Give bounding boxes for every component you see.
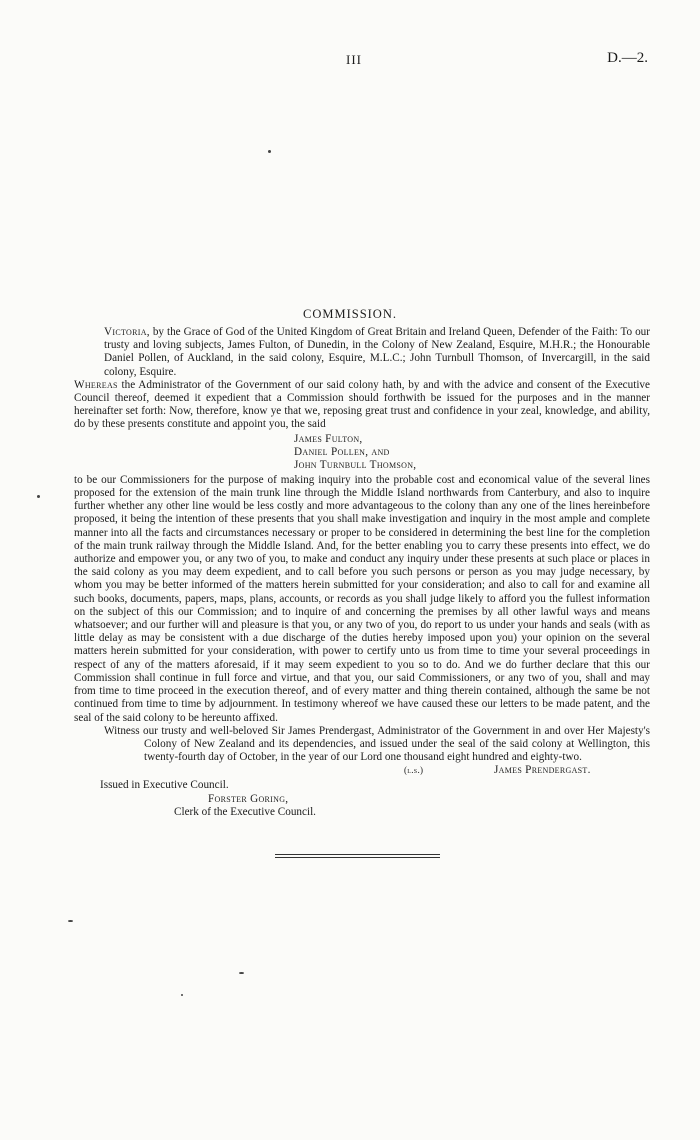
whereas-lead: Whereas: [74, 378, 118, 391]
preamble-text: by the Grace of God of the United Kingdom of Great Britain and Ireland Queen, Defender of the Faith: To our trusty and loving subjects, James Fulton, of Dunedin, in the Colony of New Zealand, Esquire, M.H.R.; the Honourable Daniel Pollen, of Auckland, in the said colony, Esquire, M.L.C.; John Turnbull Thomson, of Invercargill, in the said colony, Esquire.: [104, 326, 650, 378]
issued-statement: Issued in Executive Council.: [100, 779, 229, 792]
commissioner-list: [74, 433, 650, 473]
main-paragraph: to be our Commissioners for the purpose of making inquiry into the probable cost and economical value of the several lines proposed for the extension of the main trunk line through the Middle Island northwards from Canterbury, and also to inquire further whether any other line would be less costly and more advantageous to the colony than any one of the lines hereinbefore proposed, it being the intention of these presents that you shall make investigation and inquiry in the most ample and complete manner into all the facts and circumstances necessary or proper to be considered in determining the best line for the completion of the main trunk railway through the Middle Island. And, for the better enabling you to carry these presents into effect, we do authorize and empower you, or any two of you, to make and conduct any inquiry under these presents at such place or places in the said colony as you may deem expedient, and to call before you such persons or person as you may judge necessary, by whom you may be better informed of the matters herein submitted for your consideration; and also to call for and examine all such books, documents, papers, maps, plans, accounts, or records as you shall judge likely to afford you the fullest information on the subject of this our Commission; and to inquire of and concerning the premises by all other lawful ways and means whatsoever; and our further will and pleasure is that you, or any two of you, do report to us under your hands and seals (with as little delay as may be consistent with a due discharge of the duties hereby imposed upon you) your opinion on the several matters herein submitted for your consideration, with power to certify unto us from time to time your several proceedings in respect of any of the matters aforesaid, if it may seem expedient to you so to do. And we do further declare that this our Commission shall continue in full force and virtue, and that you, our said Commissioners, or any two of you, shall and may from time to time proceed in the execution thereof, and of every matter and thing therein contained, although the same be not continued from time to time by adjournment. In testimony whereof we have caused these our letters to be made patent, and the seal of the said colony to be hereunto affixed.: [74, 473, 650, 724]
whereas-text: the Administrator of the Government of our said colony hath, by and with the advice and consent of the Executive Council thereof, deemed it expedient that a Commission should forthwith be issued for the purposes and in the manner hereinafter set forth: Now, therefore, know ye that we, reposing great trust and confidence in your zeal, knowledge, and ability, do by these presents constitute and appoint you, the said: [74, 378, 650, 431]
preamble-lead: Victoria,: [104, 326, 150, 338]
document-reference: D.—2.: [607, 50, 648, 66]
ink-speck: [68, 920, 73, 922]
ink-speck: [268, 150, 271, 153]
seal-mark: (l.s.): [404, 765, 424, 776]
commissioner-name: James Fulton,: [294, 432, 363, 445]
clerk-title: Clerk of the Executive Council.: [174, 805, 316, 818]
whereas-paragraph: [74, 379, 650, 432]
page-number: III: [346, 52, 362, 67]
preamble-paragraph: [74, 326, 650, 379]
ink-speck: [37, 495, 40, 498]
signature-line: [74, 764, 650, 777]
commission-body: [74, 326, 650, 819]
commissioner-name: John Turnbull Thomson,: [294, 459, 417, 472]
witness-paragraph: Witness our trusty and well-beloved Sir James Prendergast, Administrator of the Government in and over Her Majesty's Colony of New Zealand and its dependencies, and issued under the seal of the said colony at Wellington, this twenty-fourth day of October, in the year of our Lord one thousand eight hundred and eighty-two.: [104, 724, 650, 764]
closing-rule: [275, 857, 440, 858]
ink-speck: [239, 972, 244, 974]
closing-rule: [275, 854, 440, 855]
ink-speck: [181, 994, 183, 996]
commissioner-name: Daniel Pollen, and: [294, 446, 390, 459]
page-title: COMMISSION.: [302, 307, 397, 321]
clerk-name: Forster Goring,: [208, 792, 289, 805]
administrator-signature: James Prendergast.: [494, 764, 591, 777]
